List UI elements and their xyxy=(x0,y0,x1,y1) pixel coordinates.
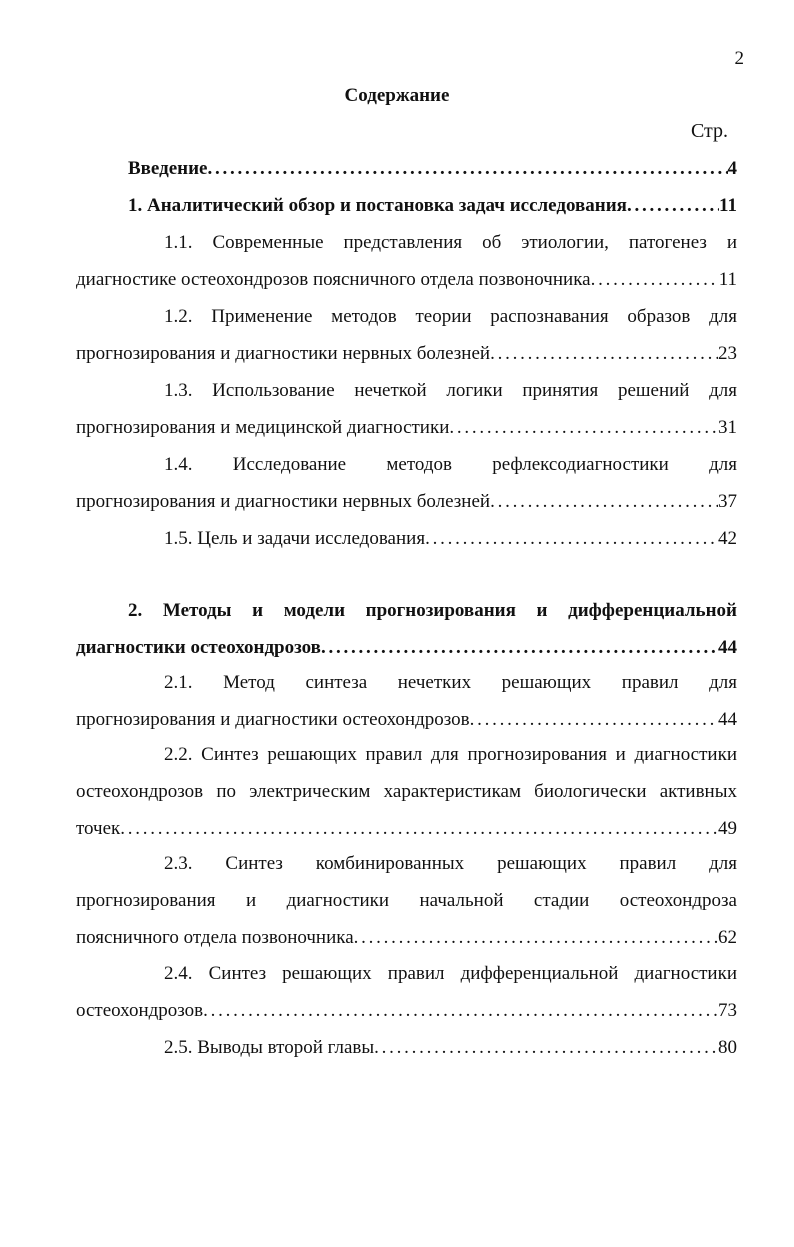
toc-entry-1-5[interactable] xyxy=(76,520,737,557)
dot-leader xyxy=(120,810,718,847)
toc-entry-title: 2.5. Выводы второй главы xyxy=(164,1037,375,1058)
toc-entry-1-4[interactable] xyxy=(76,446,737,520)
toc-entry-page: 62 xyxy=(718,927,737,948)
toc-entry-title: диагностики остеохондрозов xyxy=(76,637,321,658)
toc-entry-page: 44 xyxy=(718,637,737,658)
toc-entry-chapter-1[interactable] xyxy=(76,187,737,224)
toc-entry-page: 4 xyxy=(727,158,737,179)
toc-entry-line: 1.2. Применение методов теории распознавания образов для xyxy=(164,306,737,327)
toc-entry-line: 2.4. Синтез решающих правил дифференциальной диагностики xyxy=(164,963,737,984)
toc-entry-page: 44 xyxy=(718,709,737,730)
toc-entry-page: 80 xyxy=(718,1037,737,1058)
toc-entry-page: 11 xyxy=(719,195,737,216)
toc-entry-title: Введение xyxy=(128,158,208,179)
toc-entry-line: 2.3. Синтез комбинированных решающих правил для xyxy=(164,853,737,874)
dot-leader xyxy=(321,629,718,666)
dot-leader xyxy=(591,261,719,298)
toc-entry-page: 23 xyxy=(718,343,737,364)
toc-entry-page: 42 xyxy=(718,528,737,549)
dot-leader xyxy=(449,409,718,446)
page-number: 2 xyxy=(734,48,744,69)
toc-entry-title: 1.5. Цель и задачи исследования xyxy=(164,528,426,549)
dot-leader xyxy=(354,919,718,956)
toc-entry-1-1[interactable] xyxy=(76,224,737,298)
toc-entry-title: поясничного отдела позвоночника xyxy=(76,927,354,948)
toc-entry-chapter-2[interactable] xyxy=(76,592,737,666)
toc-entry-1-2[interactable] xyxy=(76,298,737,372)
dot-leader xyxy=(203,992,718,1029)
toc-entry-2-1[interactable] xyxy=(76,664,737,738)
toc-entry-title: остеохондрозов xyxy=(76,1000,204,1021)
dot-leader xyxy=(627,187,719,224)
dot-leader xyxy=(490,335,718,372)
toc-entry-title: прогнозирования и медицинской диагностики xyxy=(76,417,450,438)
dot-leader xyxy=(425,520,718,557)
dot-leader xyxy=(490,483,718,520)
toc-entry-page: 11 xyxy=(718,269,737,290)
dot-leader xyxy=(208,150,728,187)
toc-entry-2-5[interactable] xyxy=(76,1029,737,1066)
toc-entry-2-4[interactable] xyxy=(76,955,737,1029)
toc-entry-1-3[interactable] xyxy=(76,372,737,446)
toc-entry-line: 1.3. Использование нечеткой логики принятия решений для xyxy=(164,380,737,401)
toc-entry-page: 49 xyxy=(718,818,737,839)
toc-entry-line: 1.1. Современные представления об этиологии, патогенез и xyxy=(164,232,737,253)
toc-entry-line: 2.1. Метод синтеза нечетких решающих правил для xyxy=(164,672,737,693)
toc-entry-line: 1.4. Исследование методов рефлексодиагностики для xyxy=(164,454,737,475)
toc-entry-title: прогнозирования и диагностики нервных болезней xyxy=(76,343,491,364)
toc-entry-line: 2. Методы и модели прогнозирования и дифференциальной xyxy=(128,600,737,621)
page-title: Содержание xyxy=(344,85,450,106)
toc-entry-line: 2.2. Синтез решающих правил для прогнозирования и диагностики xyxy=(164,744,737,765)
toc-entry-title: диагностике остеохондрозов поясничного отдела позвоночника xyxy=(76,269,591,290)
toc-entry-page: 73 xyxy=(718,1000,737,1021)
toc-entry-2-2[interactable] xyxy=(76,736,737,847)
page-column-label: Стр. xyxy=(690,120,728,142)
toc-entry-line: прогнозирования и диагностики начальной стадии остеохондроза xyxy=(76,890,737,911)
toc-entry-page: 37 xyxy=(718,491,737,512)
toc-entry-title: 1. Аналитический обзор и постановка задач исследования xyxy=(128,195,627,216)
toc-entry-page: 31 xyxy=(718,417,737,438)
toc-entry-intro[interactable] xyxy=(76,150,737,187)
toc-entry-2-3[interactable] xyxy=(76,845,737,956)
dot-leader xyxy=(374,1029,718,1066)
toc-entry-line: остеохондрозов по электрическим характеристикам биологически активных xyxy=(76,781,737,802)
toc-entry-title: прогнозирования и диагностики остеохондрозов xyxy=(76,709,470,730)
toc-entry-title: прогнозирования и диагностики нервных болезней xyxy=(76,491,491,512)
toc-entry-title: точек xyxy=(76,818,121,839)
dot-leader xyxy=(470,701,718,738)
